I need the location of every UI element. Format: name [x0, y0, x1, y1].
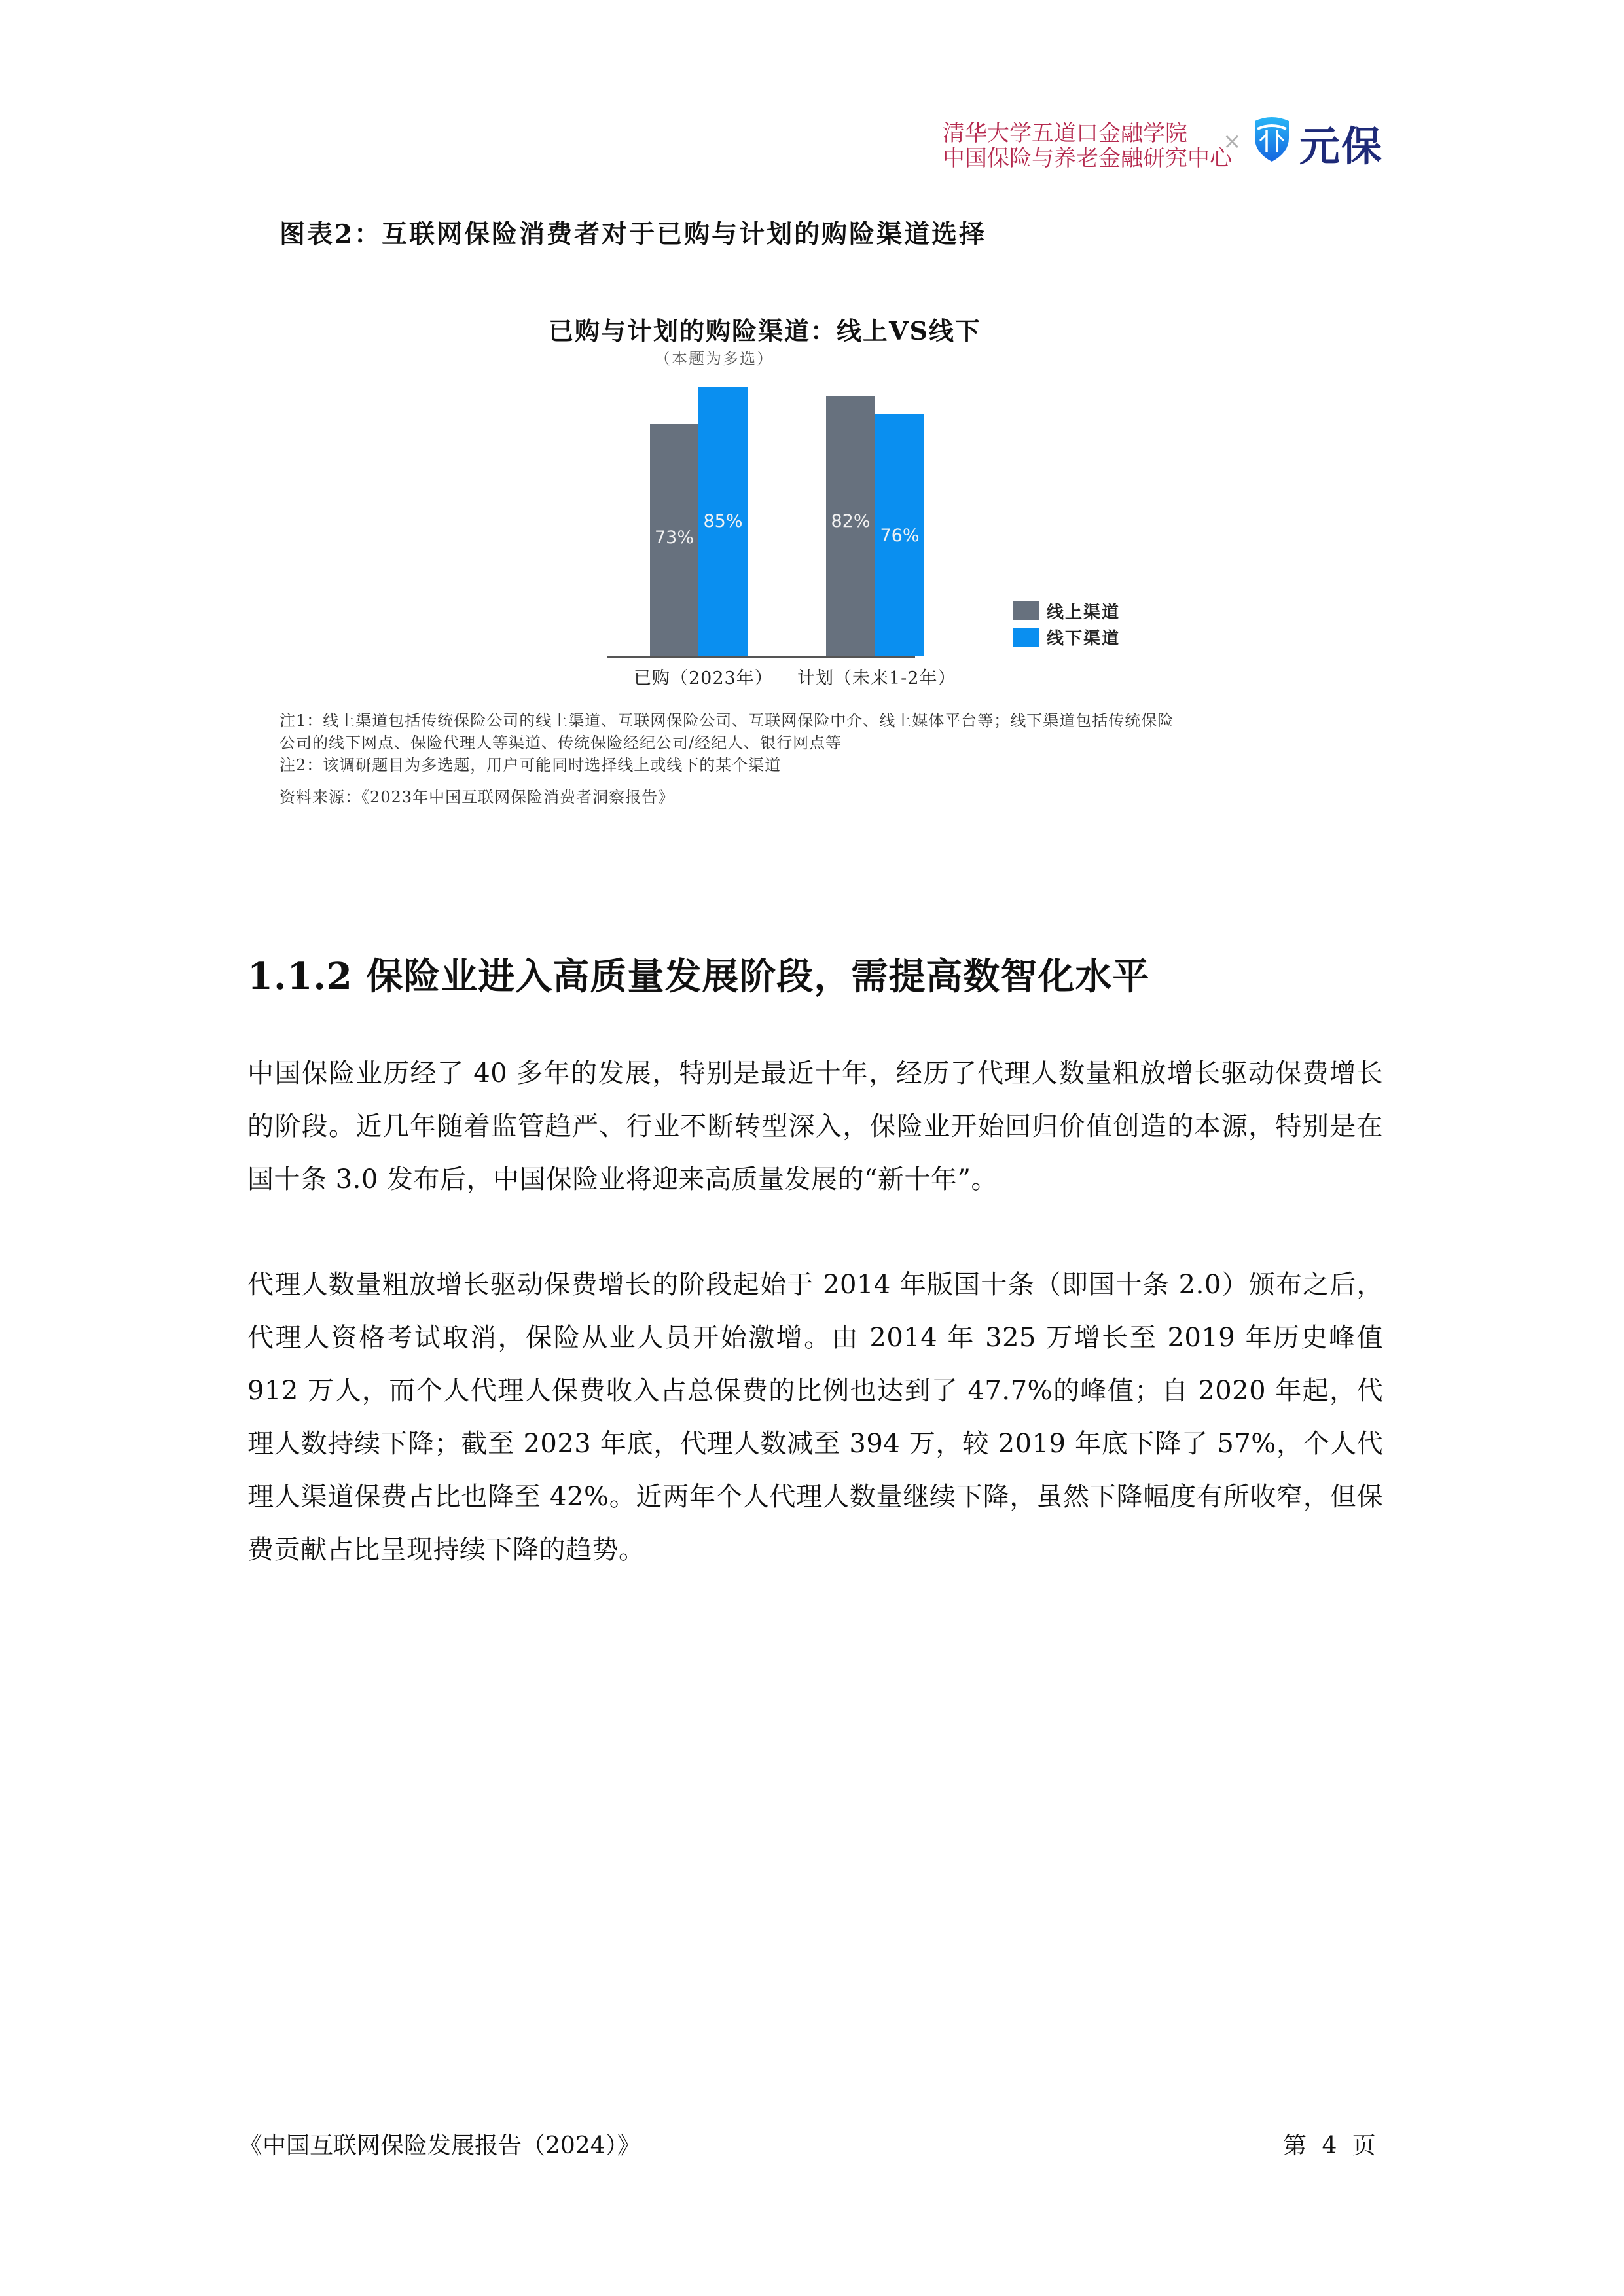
legend-label: 线上渠道 [1047, 602, 1121, 622]
legend-swatch-online [1013, 601, 1039, 620]
bar-online-planned [826, 396, 875, 656]
legend-item-offline [1013, 627, 1120, 647]
category-label-purchased: 已购（2023年） [634, 668, 773, 689]
body-paragraph-2: 代理人数量粗放增长驱动保费增长的阶段起始于 2014 年版国十条（即国十条 2.0）颁布之后，代理人资格考试取消，保险从业人员开始激增。由 2014 年 325 万增长至 2019 年历史峰值 912 万人，而个人代理人保费收入占总保费的比例也达到了 47.7%的峰值；自 2020 年起，代理人数持续下降；截至 2023 年底，代理人数减至 394 万，较 2019 年底下降了 57%，个人代理人渠道保费占比也降至 42%。近两年个人代理人数量继续下降，虽然下降幅度有所收窄，但保费贡献占比呈现持续下降的趋势。 [247, 1270, 1383, 1565]
category-label-planned: 计划（未来1-2年） [797, 668, 956, 689]
figure-source: 资料来源：《2023年中国互联网保险消费者洞察报告》 [280, 788, 675, 806]
bar-offline-planned [875, 414, 924, 656]
x-axis-line [607, 656, 915, 658]
body-paragraph-1: 中国保险业历经了 40 多年的发展，特别是最近十年，经历了代理人数量粗放增长驱动保费增长的阶段。近几年随着监管趋严、行业不断转型深入，保险业开始回归价值创造的本源，特别是在国十条 3.0 发布后，中国保险业将迎来高质量发展的“新十年”。 [247, 1058, 1383, 1194]
brand-name: 元保 [1299, 122, 1384, 170]
legend-item-online [1013, 601, 1120, 620]
bar-online-purchased [650, 424, 698, 656]
chart-subtitle: （本题为多选） [655, 350, 774, 368]
bar-value-label: 82% [831, 511, 871, 531]
collaboration-separator: × [1223, 128, 1242, 154]
figure-caption: 图表2：互联网保险消费者对于已购与计划的购险渠道选择 [280, 219, 987, 249]
shield-logo-icon [1252, 116, 1291, 163]
chart-title: 已购与计划的购险渠道：线上VS线下 [549, 316, 981, 346]
bar-value-label: 73% [654, 528, 694, 548]
bar-value-label: 85% [703, 511, 743, 531]
legend-label: 线下渠道 [1047, 628, 1121, 649]
figure-note-2: 注2：该调研题目为多选题，用户可能同时选择线上或线下的某个渠道 [280, 756, 782, 774]
institution-name-line2: 中国保险与养老金融研究中心 [943, 145, 1232, 171]
bar-value-label: 76% [880, 526, 920, 546]
section-heading: 1.1.2 保险业进入高质量发展阶段，需提高数智化水平 [247, 955, 1150, 998]
figure-note-1b: 公司的线下网点、保险代理人等渠道、传统保险经纪公司/经纪人、银行网点等 [280, 734, 842, 752]
bar-offline-purchased [698, 387, 748, 656]
institution-name-line1: 清华大学五道口金融学院 [943, 120, 1187, 147]
footer-report-title: 《中国互联网保险发展报告（2024）》 [239, 2132, 641, 2159]
figure-note-1a: 注1：线上渠道包括传统保险公司的线上渠道、互联网保险公司、互联网保险中介、线上媒体平台等；线下渠道包括传统保险 [280, 711, 1174, 730]
footer-page-number: 第 4 页 [1283, 2132, 1380, 2159]
legend-swatch-offline [1013, 628, 1039, 647]
